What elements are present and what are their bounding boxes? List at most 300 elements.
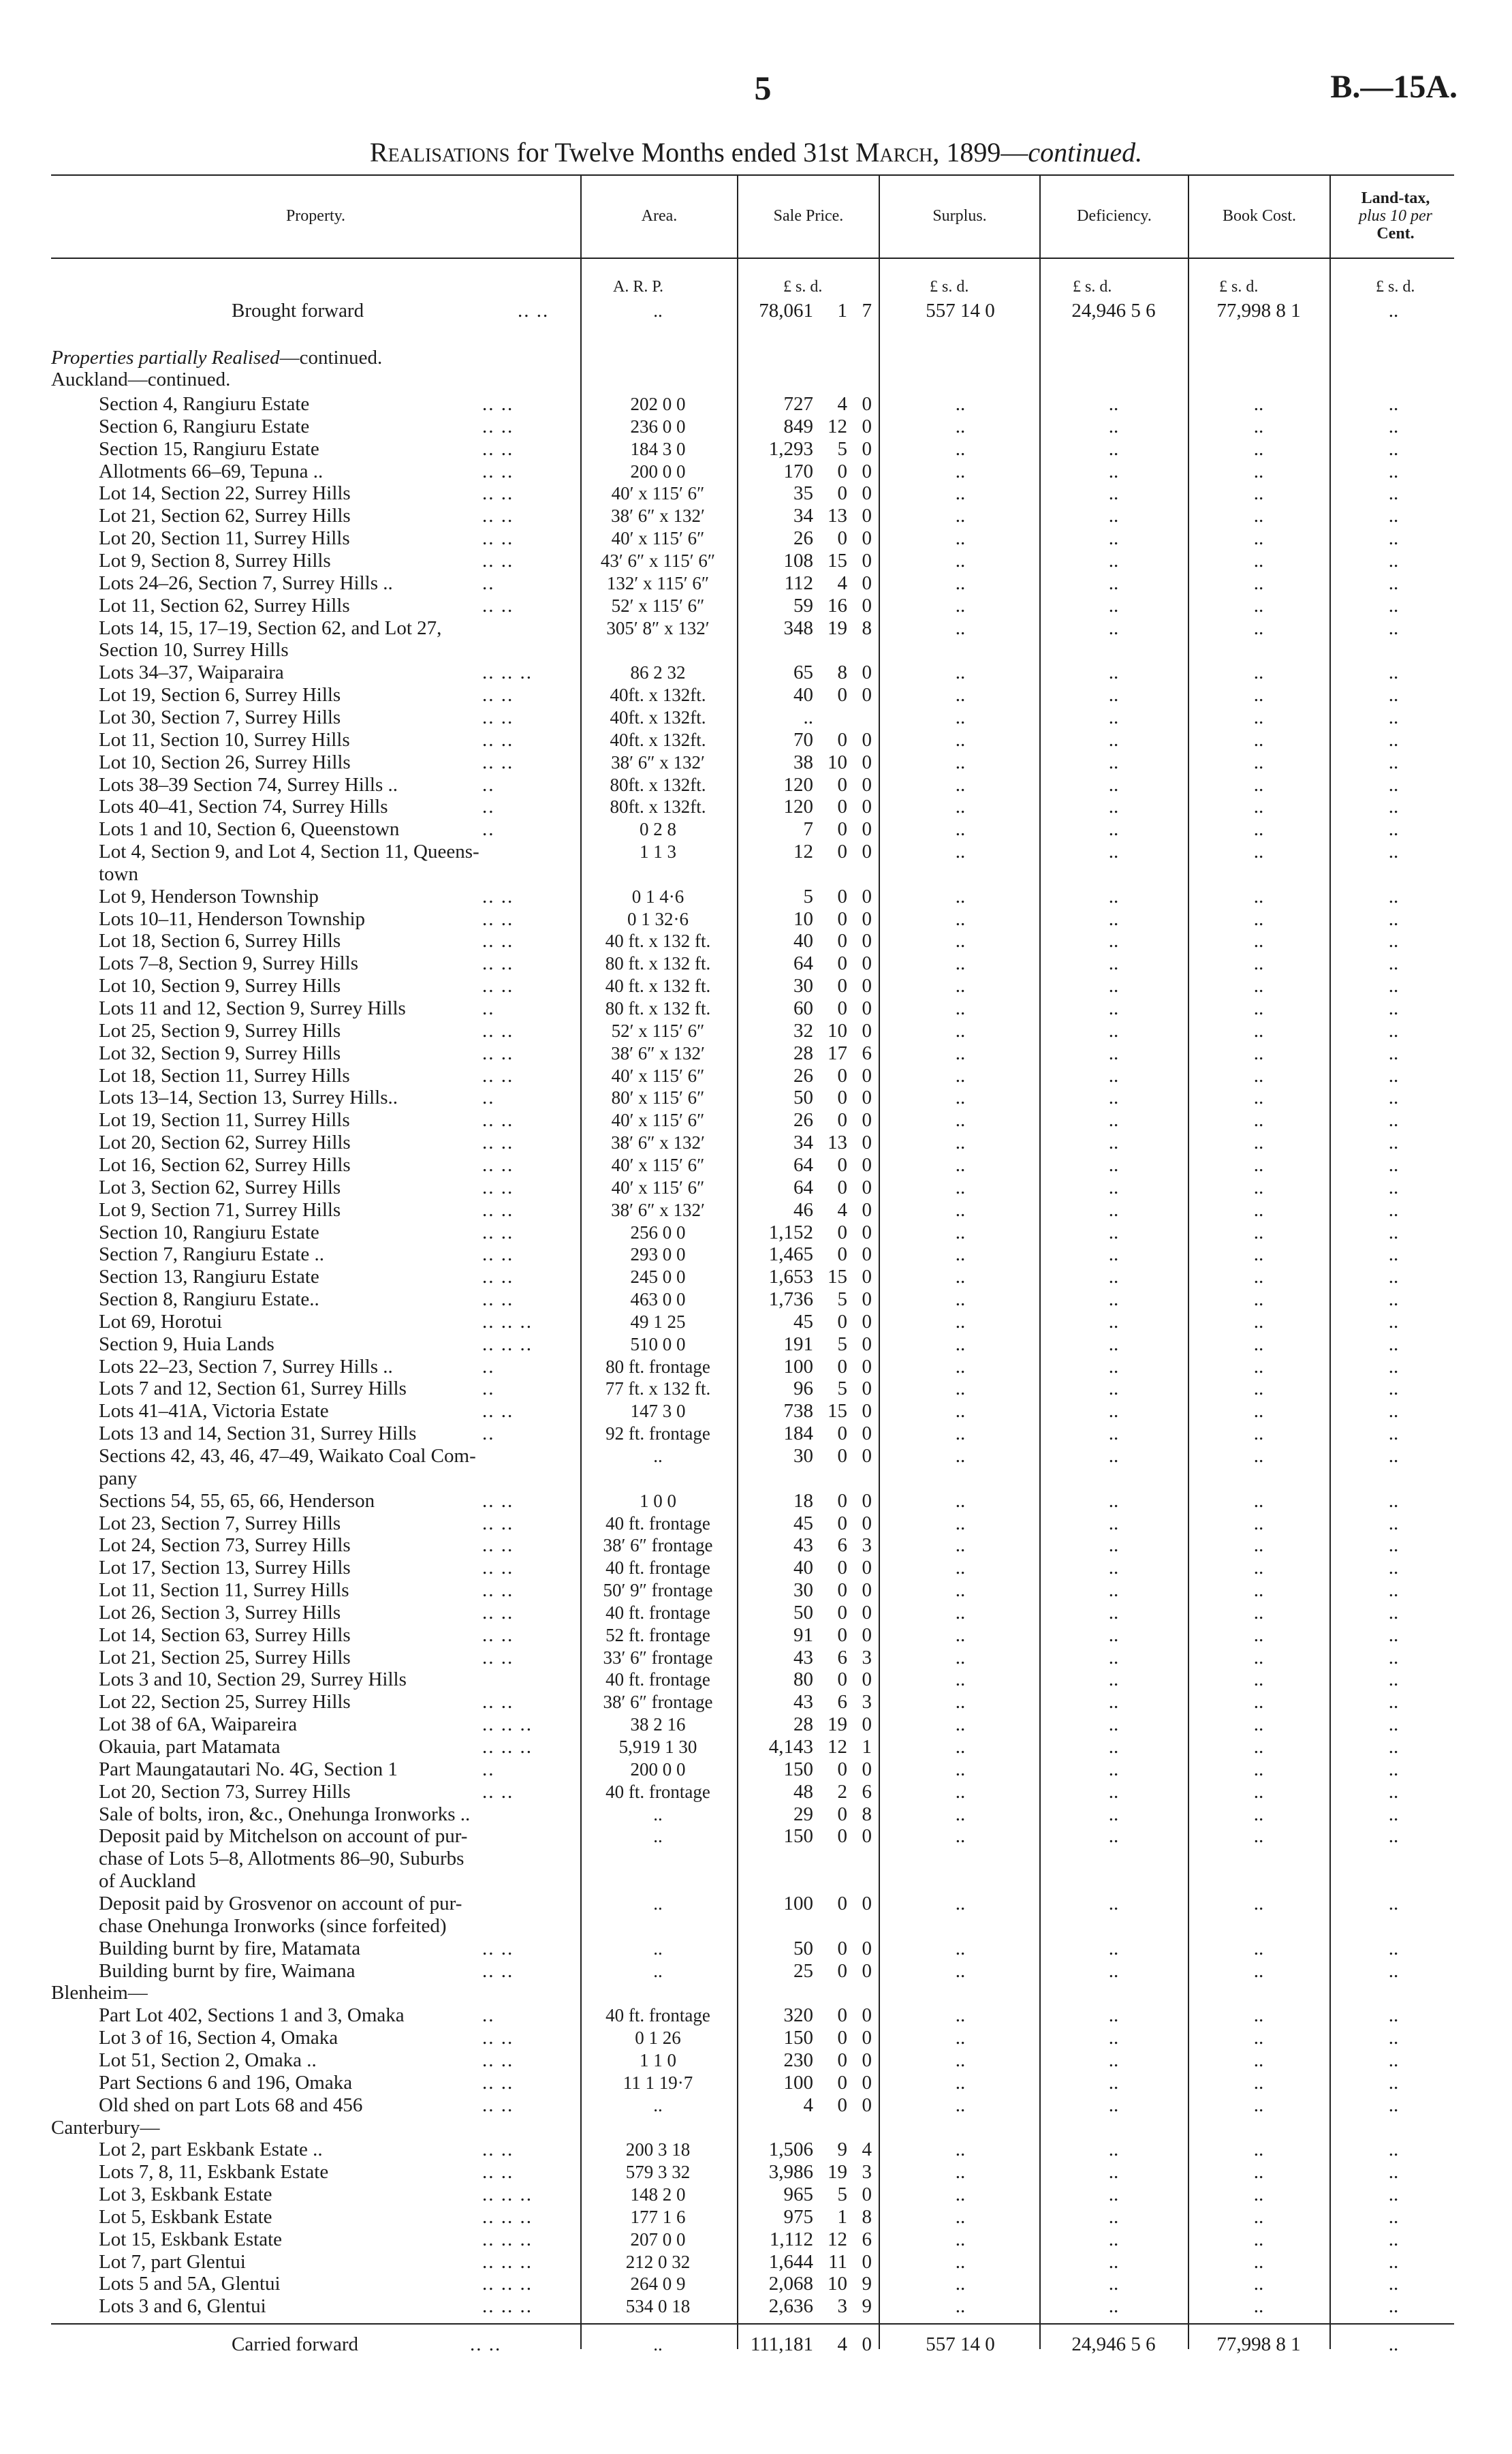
table-row [0,1691,1512,1713]
sale-price-shillings: 0 [837,2094,847,2116]
sale-price-shillings: 0 [837,773,847,796]
area-value: 148 2 0 [630,2184,686,2205]
deficiency-value: .. [1108,751,1119,773]
table-row [0,2139,1512,2160]
property-name: Lot 11, Section 11, Surrey Hills [99,1579,349,1602]
area-value: 0 1 32·6 [627,908,689,929]
area-value: 256 0 0 [630,1222,686,1243]
area-value: 200 0 0 [630,461,686,482]
leader-dots: .. .. [482,594,514,617]
leader-dots: .. .. [482,1109,514,1132]
units-sale: £ s. d. [783,278,823,296]
property-name: Lot 18, Section 11, Surrey Hills [99,1064,350,1087]
carried-forward-surplus: 557 14 0 [926,2333,995,2355]
units-book-cost: £ s. d. [1219,278,1259,296]
surplus-value: .. [955,796,966,818]
sale-price-pounds: 150 [783,1758,813,1780]
book-cost-value: .. [1253,1959,1264,1982]
book-cost-value: .. [1253,1221,1264,1243]
table-row [0,2251,1512,2273]
title-month: March [855,137,933,168]
sale-price-shillings: 0 [837,1444,847,1467]
sale-price-pounds: 4 [803,2094,813,2116]
table-row [0,1356,1512,1378]
deficiency-value: .. [1108,1355,1119,1378]
area-value: 40ft. x 132ft. [610,685,706,705]
sale-price-pounds: 1,653 [768,1266,813,1288]
area-value: 80ft. x 132ft. [610,796,706,818]
table-total-rule [51,2323,1454,2325]
area-value: 40ft. x 132ft. [610,729,706,750]
property-name: Lots 41–41A, Victoria Estate [99,1400,329,1423]
sale-price-shillings: 1 [837,2205,847,2228]
table-row [0,2072,1512,2094]
deficiency-value: .. [1108,550,1119,572]
sale-price-pence: 0 [862,952,872,975]
table-row [0,975,1512,997]
sale-price-pounds: 59 [793,594,813,617]
deficiency-value: .. [1108,1310,1119,1333]
property-name: Lot 20, Section 11, Surrey Hills [99,527,350,550]
sale-price-pence: 0 [862,975,872,997]
area-value: 38′ 6″ x 132′ [611,1042,705,1063]
surplus-value: .. [955,885,966,907]
deficiency-value: .. [1108,1601,1119,1624]
sale-price-pounds: 46 [793,1198,813,1221]
document-reference: B.—15A. [1330,69,1458,105]
sale-price-pence: 0 [862,1153,872,1176]
sale-price-shillings: 0 [837,527,847,550]
sale-price-pence: 0 [862,2184,872,2205]
property-name: Lot 14, Section 63, Surrey Hills [99,1624,351,1646]
table-row [0,1870,1512,1892]
area-value: 0 1 26 [635,2028,681,2049]
sale-price-pounds: 50 [793,1937,813,1959]
surplus-value: .. [955,505,966,527]
surplus-value: .. [955,2184,966,2205]
book-cost-value: .. [1253,1803,1264,1825]
property-name: Section 7, Rangiuru Estate .. [99,1243,325,1266]
book-cost-value: .. [1253,505,1264,527]
land-tax-value: .. [1388,1109,1399,1132]
units-deficiency: £ s. d. [1073,278,1112,296]
property-name: Blenheim— [51,1982,148,2004]
surplus-value: .. [955,1601,966,1624]
area-value: 236 0 0 [630,416,686,437]
property-name: Lot 11, Section 10, Surrey Hills [99,728,350,751]
book-cost-value: .. [1253,1176,1264,1198]
land-tax-value: .. [1388,1064,1399,1087]
land-tax-value: .. [1388,1198,1399,1221]
table-row [0,684,1512,706]
sale-price-shillings: 2 [837,1780,847,1803]
sale-price-pounds: 26 [793,1064,813,1087]
sale-price-shillings: 13 [828,1132,847,1153]
sale-price-pounds: 3,986 [768,2161,813,2184]
table-row [0,908,1512,930]
surplus-value: .. [955,1400,966,1423]
area-value: 1 1 0 [640,2049,676,2070]
book-cost-value: .. [1253,527,1264,550]
leader-dots: .. .. [482,1780,514,1803]
carried-forward-row [0,2333,1512,2355]
property-name: Lot 20, Section 62, Surrey Hills [99,1132,351,1153]
table-row [0,1848,1512,1869]
table-row [0,1132,1512,1153]
leader-dots: .. .. .. [482,2228,533,2250]
deficiency-value: .. [1108,1423,1119,1445]
leader-dots: .. .. [482,885,514,907]
property-name: Lot 69, Horotui [99,1310,223,1333]
book-cost-value: .. [1253,1243,1264,1266]
sale-price-pence: 3 [862,1534,872,1557]
area-value: 510 0 0 [630,1333,686,1354]
area-value: 463 0 0 [630,1289,686,1309]
area-value: 245 0 0 [630,1267,686,1288]
sale-price-shillings: 0 [837,1758,847,1780]
book-cost-value: .. [1253,997,1264,1019]
area-value: .. [653,1826,663,1847]
surplus-value: .. [955,617,966,639]
sale-price-pounds: 184 [783,1423,813,1445]
sale-price-shillings: 0 [837,1601,847,1624]
area-value: 200 0 0 [630,1758,686,1780]
book-cost-value: .. [1253,684,1264,706]
sale-price-pounds: 849 [783,415,813,437]
area-value: 293 0 0 [630,1244,686,1265]
sale-price-pence: 8 [862,1803,872,1825]
table-row [0,1960,1512,1982]
sale-price-pounds: 40 [793,1557,813,1579]
deficiency-value: .. [1108,2139,1119,2161]
area-value: 50′ 9″ frontage [603,1580,713,1601]
deficiency-value: .. [1108,2250,1119,2273]
property-name: Allotments 66–69, Tepuna .. [99,460,324,482]
sale-price-shillings: 5 [837,437,847,460]
surplus-value: .. [955,2049,966,2071]
surplus-value: .. [955,1937,966,1959]
sale-price-pounds: 48 [793,1780,813,1803]
land-tax-value: .. [1388,594,1399,617]
area-value: 40 ft. x 132 ft. [605,931,711,952]
land-tax-value: .. [1388,2004,1399,2027]
land-tax-value: .. [1388,2094,1399,2116]
land-tax-value: .. [1388,706,1399,728]
table-row [0,2228,1512,2250]
area-value: 264 0 9 [630,2273,686,2295]
sale-price-pounds: 348 [783,617,813,639]
sale-price-pence: 0 [862,930,872,952]
column-header-area: Area. [641,207,678,225]
sale-price-shillings: 0 [837,1579,847,1602]
property-name: Lot 21, Section 25, Surrey Hills [99,1646,351,1668]
sale-price-pounds: 1,112 [769,2228,813,2250]
surplus-value: .. [955,1221,966,1243]
leader-dots: .. .. [482,1198,514,1221]
table-row [0,617,1512,639]
area-value: 38′ 6″ x 132′ [611,751,705,773]
leader-dots: .. .. [482,1176,514,1198]
sale-price-pounds: .. [803,706,813,728]
property-name: Lot 3 of 16, Section 4, Omaka [99,2027,338,2049]
surplus-value: .. [955,684,966,706]
property-name: Lots 13 and 14, Section 31, Surrey Hills [99,1423,417,1445]
leader-dots: .. .. [482,1601,514,1624]
table-row [0,1065,1512,1087]
book-cost-value: .. [1253,2184,1264,2205]
property-name: Old shed on part Lots 68 and 456 [99,2094,363,2116]
land-tax-value: .. [1388,1087,1399,1109]
leader-dots: .. .. [482,2049,514,2071]
table-row [0,1893,1512,1914]
deficiency-value: .. [1108,1668,1119,1691]
surplus-value: .. [955,550,966,572]
land-tax-value: .. [1388,907,1399,930]
surplus-value: .. [955,1579,966,1602]
property-name: Section 13, Rangiuru Estate [99,1266,319,1288]
book-cost-value: .. [1253,1893,1264,1914]
sale-price-shillings: 15 [828,1400,847,1423]
book-cost-value: .. [1253,550,1264,572]
leader-dots: .. .. [482,907,514,930]
sale-price-pounds: 43 [793,1646,813,1668]
column-header-deficiency: Deficiency. [1077,207,1152,225]
book-cost-value: .. [1253,437,1264,460]
land-tax-value: .. [1388,1959,1399,1982]
land-tax-value: .. [1388,1713,1399,1736]
brought-forward-row [0,300,1512,322]
sale-price-shillings: 12 [828,2228,847,2250]
sale-price-shillings: 0 [837,1087,847,1109]
leader-dots: .. .. [518,300,550,322]
sale-price-pence: 0 [862,751,872,773]
surplus-value: .. [955,527,966,550]
sale-price-shillings: 4 [837,1198,847,1221]
sale-price-pence: 9 [862,2295,872,2318]
area-value: 40′ x 115′ 6″ [611,1110,705,1131]
land-tax-line-1: Land-tax, [1361,189,1430,207]
area-value: 40 ft. frontage [605,2005,710,2026]
sale-price-shillings: 0 [837,885,847,907]
property-name: Lots 24–26, Section 7, Surrey Hills .. [99,572,393,594]
sale-price-shillings: 0 [837,1557,847,1579]
sale-price-pounds: 108 [783,550,813,572]
surplus-value: .. [955,662,966,684]
table-row [0,706,1512,728]
deficiency-value: .. [1108,482,1119,505]
property-name: Canterbury— [51,2116,160,2139]
leader-dots: .. .. [482,1959,514,1982]
land-tax-value: .. [1388,505,1399,527]
property-name: Lot 17, Section 13, Surrey Hills [99,1557,351,1579]
book-cost-value: .. [1253,952,1264,975]
sale-price-pence: 0 [862,1668,872,1691]
area-value: 92 ft. frontage [605,1423,710,1444]
title-text: for Twelve Months ended 31st [509,137,855,168]
book-cost-value: .. [1253,1825,1264,1848]
sale-price-pence: 0 [862,1893,872,1914]
property-name: Section 6, Rangiuru Estate [99,415,310,437]
leader-dots: .. .. .. [482,1736,533,1758]
sale-price-pounds: 1,644 [768,2250,813,2273]
sale-price-pence: 0 [862,818,872,841]
leader-dots: .. [482,1378,495,1400]
surplus-value: .. [955,572,966,594]
sale-price-pence: 0 [862,1132,872,1153]
leader-dots: .. .. [470,2333,502,2355]
leader-dots: .. .. .. [482,2184,533,2205]
sale-price-shillings: 0 [837,1153,847,1176]
land-tax-value: .. [1388,662,1399,684]
sale-price-shillings: 19 [828,617,847,639]
leader-dots: .. .. [482,460,514,482]
deficiency-value: .. [1108,1087,1119,1109]
region-heading-row [0,2117,1512,2139]
carried-forward-pence: 0 [862,2333,872,2355]
sale-price-shillings: 0 [837,1243,847,1266]
table-row [0,1602,1512,1624]
leader-dots: .. .. [482,2027,514,2049]
sale-price-pounds: 60 [793,997,813,1019]
table-row [0,572,1512,594]
sale-price-pounds: 230 [783,2049,813,2071]
sale-price-pence: 3 [862,1691,872,1713]
sale-price-shillings: 0 [837,997,847,1019]
sale-price-shillings: 5 [837,2184,847,2205]
deficiency-value: .. [1108,1288,1119,1310]
surplus-value: .. [955,594,966,617]
leader-dots: .. [482,773,495,796]
leader-dots: .. .. [482,1243,514,1266]
page-number: 5 [754,69,772,107]
sale-price-shillings: 10 [828,2273,847,2295]
surplus-value: .. [955,1355,966,1378]
book-cost-value: .. [1253,1534,1264,1557]
sale-price-pounds: 30 [793,1444,813,1467]
land-tax-value: .. [1388,2205,1399,2228]
sale-price-shillings: 6 [837,1646,847,1668]
table-row [0,505,1512,527]
deficiency-value: .. [1108,1579,1119,1602]
surplus-value: .. [955,415,966,437]
surplus-value: .. [955,1153,966,1176]
area-value: .. [653,2094,663,2115]
sale-price-shillings: 0 [837,1512,847,1534]
area-value: 38′ 6″ x 132′ [611,1199,705,1220]
book-cost-value: .. [1253,1758,1264,1780]
sale-price-shillings: 10 [828,751,847,773]
land-tax-value: .. [1388,2071,1399,2094]
sale-price-shillings: 0 [837,841,847,863]
book-cost-value: .. [1253,1042,1264,1064]
sale-price-pence: 1 [862,1736,872,1758]
surplus-value: .. [955,482,966,505]
table-row [0,1288,1512,1310]
area-value: 5,919 1 30 [618,1737,697,1757]
property-name: Lot 51, Section 2, Omaka .. [99,2049,317,2071]
deficiency-value: .. [1108,1019,1119,1042]
surplus-value: .. [955,1512,966,1534]
table-row [0,1803,1512,1825]
property-name: chase of Lots 5–8, Allotments 86–90, Suburbs [99,1848,464,1870]
surplus-value: .. [955,907,966,930]
table-row [0,550,1512,572]
surplus-value: .. [955,1557,966,1579]
book-cost-value: .. [1253,2273,1264,2295]
surplus-value: .. [955,2027,966,2049]
deficiency-value: .. [1108,1198,1119,1221]
deficiency-value: .. [1108,1825,1119,1848]
table-row [0,952,1512,974]
deficiency-value: .. [1108,706,1119,728]
surplus-value: .. [955,2071,966,2094]
sale-price-pence: 0 [862,885,872,907]
land-tax-value: .. [1388,1937,1399,1959]
table-row [0,1467,1512,1489]
land-tax-value: .. [1388,1243,1399,1266]
leader-dots: .. .. .. [482,1333,533,1355]
table-row [0,527,1512,549]
sale-price-pence: 0 [862,1288,872,1310]
table-row [0,461,1512,482]
sale-price-shillings: 5 [837,1333,847,1355]
surplus-value: .. [955,1691,966,1713]
area-value: 80 ft. frontage [605,1356,710,1377]
sale-price-pounds: 96 [793,1378,813,1400]
book-cost-value: .. [1253,1266,1264,1288]
property-name: Lot 3, Section 62, Surrey Hills [99,1176,341,1198]
leader-dots: .. .. [482,1579,514,1602]
property-name: Lot 4, Section 9, and Lot 4, Section 11, Queens- [99,841,479,863]
surplus-value: .. [955,1713,966,1736]
sale-price-pence: 6 [862,2228,872,2250]
brought-forward-pence: 7 [862,300,872,322]
sale-price-pence: 4 [862,2139,872,2161]
surplus-value: .. [955,2004,966,2027]
property-name: Lot 23, Section 7, Surrey Hills [99,1512,341,1534]
sale-price-pence: 0 [862,773,872,796]
deficiency-value: .. [1108,975,1119,997]
property-name: Lot 19, Section 6, Surrey Hills [99,684,341,706]
deficiency-value: .. [1108,2184,1119,2205]
leader-dots: .. .. .. [482,2273,533,2295]
table-row [0,818,1512,840]
book-cost-value: .. [1253,1780,1264,1803]
book-cost-value: .. [1253,885,1264,907]
sale-price-shillings: 17 [828,1042,847,1064]
leader-dots: .. .. [482,437,514,460]
brought-forward-label: Brought forward [232,300,364,322]
deficiency-value: .. [1108,2205,1119,2228]
area-value: 80 ft. x 132 ft. [605,998,711,1019]
leader-dots: .. [482,796,495,818]
sale-price-pounds: 26 [793,527,813,550]
sale-price-shillings: 5 [837,1378,847,1400]
sale-price-pence: 0 [862,505,872,527]
leader-dots: .. .. [482,505,514,527]
sale-price-pence: 0 [862,437,872,460]
property-name: Lot 10, Section 9, Surrey Hills [99,975,341,997]
sale-price-shillings: 0 [837,1423,847,1445]
area-value: 38′ 6″ frontage [603,1535,713,1556]
property-name: Lot 2, part Eskbank Estate .. [99,2139,323,2161]
sale-price-shillings: 0 [837,1176,847,1198]
land-tax-value: .. [1388,1736,1399,1758]
area-value: 38′ 6″ frontage [603,1692,713,1713]
property-name: Sale of bolts, iron, &c., Onehunga Ironworks .. [99,1803,471,1825]
deficiency-value: .. [1108,1512,1119,1534]
sale-price-pence: 0 [862,1624,872,1646]
